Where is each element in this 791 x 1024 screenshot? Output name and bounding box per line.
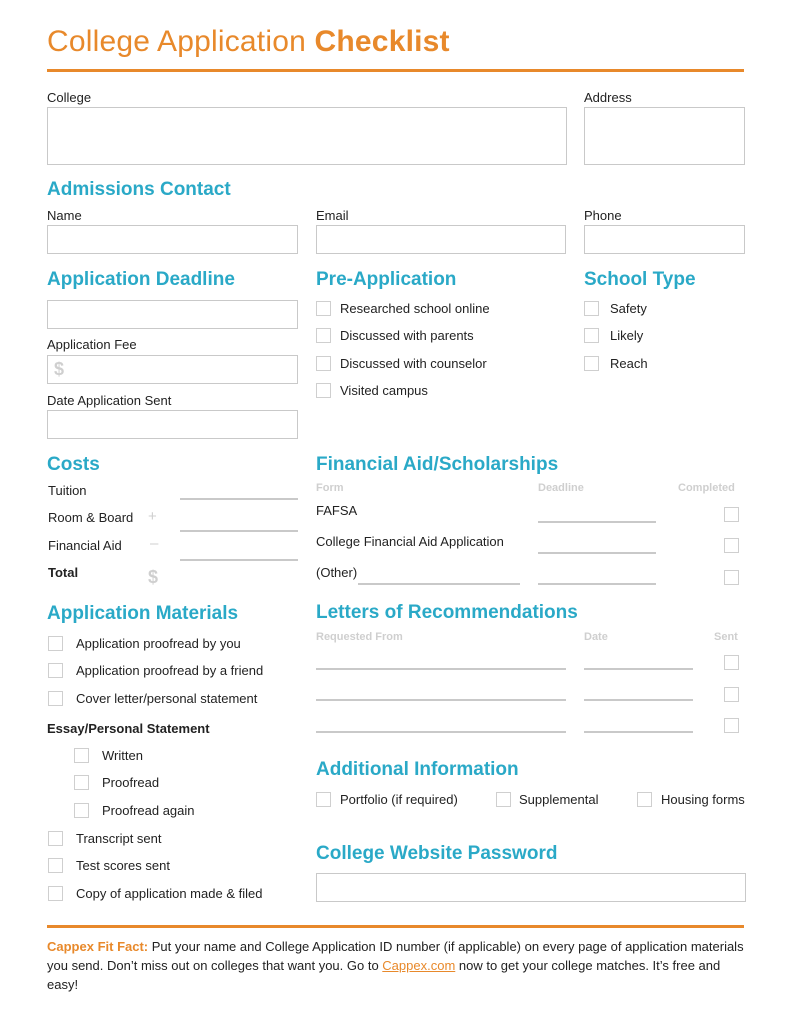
checkbox-copy-made-filed[interactable] <box>48 886 63 901</box>
letter-from-line-2[interactable] <box>316 699 566 701</box>
phone-field[interactable] <box>584 225 745 254</box>
essay-item-label: Written <box>102 748 143 763</box>
checkbox-essay-written[interactable] <box>74 748 89 763</box>
checkbox-safety[interactable] <box>584 301 599 316</box>
school-type-label: Likely <box>610 328 644 343</box>
checkbox-portfolio[interactable] <box>316 792 331 807</box>
checkbox-proofread-by-friend[interactable] <box>48 663 63 678</box>
financial-aid-line[interactable] <box>180 559 298 561</box>
checkbox-researched-online[interactable] <box>316 301 331 316</box>
college-aid-deadline-line[interactable] <box>538 552 656 554</box>
fafsa-label: FAFSA <box>316 503 358 518</box>
plus-icon: + <box>148 508 157 525</box>
letter-date-line-1[interactable] <box>584 668 693 670</box>
checkbox-letter-sent-1[interactable] <box>724 655 739 670</box>
letter-date-line-2[interactable] <box>584 699 693 701</box>
materials-item-label: Cover letter/personal statement <box>76 691 258 706</box>
school-type-label: Reach <box>610 356 648 371</box>
letter-date-line-3[interactable] <box>584 731 693 733</box>
college-label: College <box>47 90 92 105</box>
college-field[interactable] <box>47 107 567 165</box>
pre-application-item-label: Discussed with counselor <box>340 356 487 371</box>
checkbox-visited-campus[interactable] <box>316 383 331 398</box>
costs-heading: Costs <box>47 454 100 475</box>
checkbox-transcript-sent[interactable] <box>48 831 63 846</box>
materials-item-label: Application proofread by a friend <box>76 663 264 678</box>
name-label: Name <box>47 208 82 223</box>
application-materials-heading: Application Materials <box>47 603 239 624</box>
essay-item-label: Proofread again <box>102 803 195 818</box>
minus-icon: – <box>150 535 159 552</box>
checkbox-discussed-parents[interactable] <box>316 328 331 343</box>
checkbox-likely[interactable] <box>584 328 599 343</box>
total-label: Total <box>48 565 79 580</box>
checkbox-letter-sent-3[interactable] <box>724 718 739 733</box>
footer-divider <box>47 925 744 928</box>
cappex-link[interactable]: Cappex.com <box>382 958 456 973</box>
checkbox-supplemental[interactable] <box>496 792 511 807</box>
materials-item-label: Transcript sent <box>76 831 162 846</box>
column-completed: Completed <box>678 482 735 494</box>
other-aid-deadline-line[interactable] <box>538 583 656 585</box>
other-aid-name-line[interactable] <box>358 583 520 585</box>
checkbox-test-scores-sent[interactable] <box>48 858 63 873</box>
letter-from-line-1[interactable] <box>316 668 566 670</box>
deadline-field[interactable] <box>47 300 298 329</box>
name-field[interactable] <box>47 225 298 254</box>
materials-item-label: Copy of application made & filed <box>76 886 263 901</box>
checkbox-essay-proofread[interactable] <box>74 775 89 790</box>
email-field[interactable] <box>316 225 566 254</box>
application-fee-field[interactable] <box>47 355 298 384</box>
tuition-line[interactable] <box>180 498 298 500</box>
checkbox-other-aid-completed[interactable] <box>724 570 739 585</box>
financial-aid-label: Financial Aid <box>48 538 122 553</box>
tuition-label: Tuition <box>48 483 87 498</box>
total-dollar-icon: $ <box>148 567 159 587</box>
fafsa-deadline-line[interactable] <box>538 521 656 523</box>
column-requested-from: Requested From <box>316 631 403 643</box>
materials-item-label: Application proofread by you <box>76 636 241 651</box>
checkbox-cover-letter[interactable] <box>48 691 63 706</box>
email-label: Email <box>316 208 349 223</box>
letters-heading: Letters of Recommendations <box>316 602 578 623</box>
essay-item-label: Proofread <box>102 775 160 790</box>
room-board-line[interactable] <box>180 530 298 532</box>
checkbox-letter-sent-2[interactable] <box>724 687 739 702</box>
page-title: College Application Checklist <box>47 25 450 58</box>
column-sent: Sent <box>714 631 738 643</box>
additional-item-label: Portfolio (if required) <box>340 792 458 807</box>
checkbox-proofread-by-you[interactable] <box>48 636 63 651</box>
fit-fact-lead: Cappex Fit Fact: <box>47 939 149 954</box>
checkbox-housing-forms[interactable] <box>637 792 652 807</box>
website-password-field[interactable] <box>316 873 746 902</box>
materials-item-label: Test scores sent <box>76 858 170 873</box>
pre-application-item-label: Researched school online <box>340 301 490 316</box>
checkbox-essay-proofread-again[interactable] <box>74 803 89 818</box>
application-fee-label: Application Fee <box>47 337 137 352</box>
other-aid-label: (Other) <box>316 565 358 580</box>
room-board-label: Room & Board <box>48 510 134 525</box>
phone-label: Phone <box>584 208 622 223</box>
dollar-icon: $ <box>54 359 65 379</box>
fit-fact-text-end: now to get your college matches. It’s free and easy! <box>47 958 721 992</box>
additional-item-label: Supplemental <box>519 792 599 807</box>
school-type-label: Safety <box>610 301 647 316</box>
pre-application-item-label: Visited campus <box>340 383 428 398</box>
pre-application-item-label: Discussed with parents <box>340 328 474 343</box>
website-password-heading: College Website Password <box>316 843 558 864</box>
address-label: Address <box>584 90 632 105</box>
column-deadline: Deadline <box>538 482 584 494</box>
column-date: Date <box>584 631 608 643</box>
pre-application-heading: Pre-Application <box>316 269 457 290</box>
checkbox-reach[interactable] <box>584 356 599 371</box>
additional-item-label: Housing forms <box>661 792 745 807</box>
additional-information-heading: Additional Information <box>316 759 519 780</box>
checkbox-college-aid-completed[interactable] <box>724 538 739 553</box>
admissions-contact-heading: Admissions Contact <box>47 179 231 200</box>
checkbox-discussed-counselor[interactable] <box>316 356 331 371</box>
checkbox-fafsa-completed[interactable] <box>724 507 739 522</box>
fit-fact <box>47 937 747 994</box>
fit-fact-text: Put your name and College Application ID number (if applicable) on every page of application materials you send. Don’t miss out on colleges that want you. Go to <box>47 939 744 973</box>
school-type-heading: School Type <box>584 269 696 290</box>
column-form: Form <box>316 482 344 494</box>
college-aid-application-label: College Financial Aid Application <box>316 534 504 549</box>
application-deadline-heading: Application Deadline <box>47 269 235 290</box>
letter-from-line-3[interactable] <box>316 731 566 733</box>
address-field[interactable] <box>584 107 745 165</box>
title-divider <box>47 69 744 72</box>
date-sent-field[interactable] <box>47 410 298 439</box>
financial-aid-heading: Financial Aid/Scholarships <box>316 454 559 475</box>
essay-subheading: Essay/Personal Statement <box>47 721 210 736</box>
date-sent-label: Date Application Sent <box>47 393 172 408</box>
